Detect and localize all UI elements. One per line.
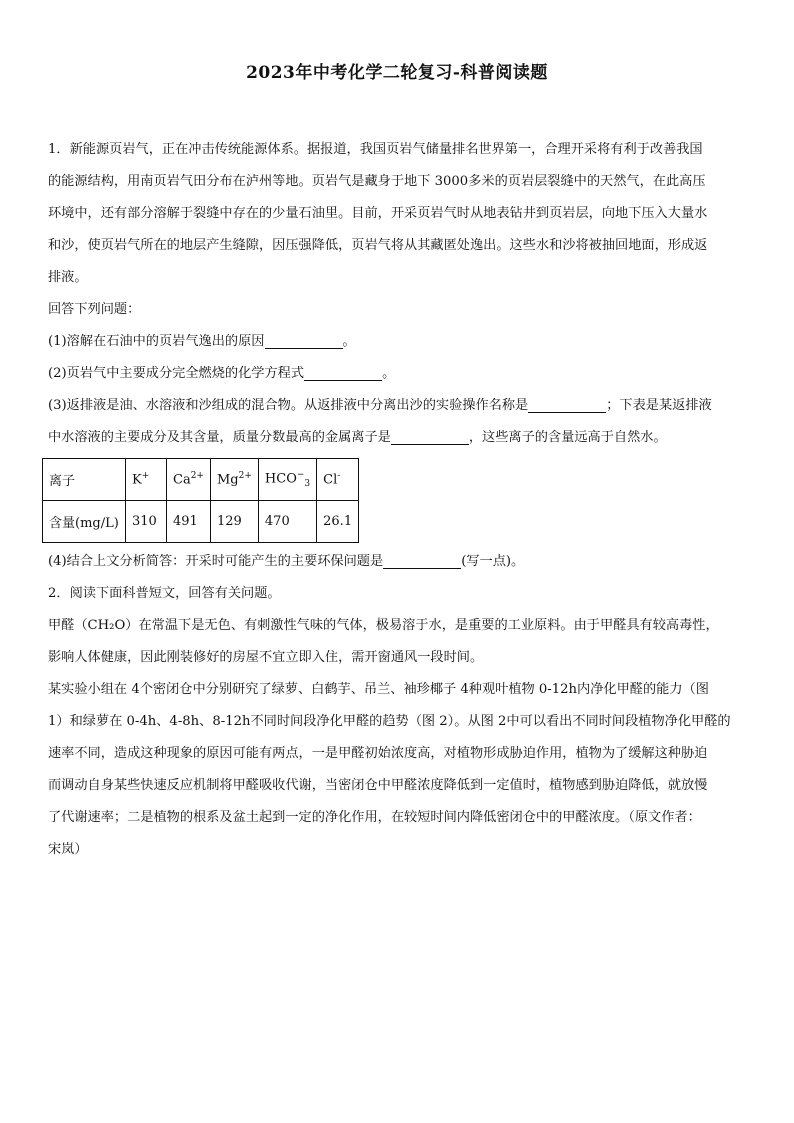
s3-text-d: ，这些离子的含量远高于自然水。	[468, 430, 667, 445]
q1-line-4: 和沙，使页岩气所在的地层产生缝隙，因压强降低，页岩气将从其藏匿处逸出。这些水和沙将被抽回地面，形成返	[48, 238, 708, 253]
s4-end: (写一点)。	[461, 554, 525, 569]
q2-p2-line-2: 1）和绿萝在 0-4h、4-8h、8-12h不同时间段净化甲醛的趋势（图 2）。从图 2中可以看出不同时间段植物净化甲醛的	[48, 714, 731, 729]
q2-p2-line-5: 了代谢速率；二是植物的根系及盆土起到一定的净化作用，在较短时间内降低密闭仓中的甲醛浓度。（原文作者：	[48, 810, 701, 825]
answer-blank-4[interactable]	[383, 550, 461, 569]
q2-p2-line-3: 速率不同，造成这种现象的原因可能有两点，一是甲醛初始浓度高，对植物形成胁迫作用，植物为了缓解这种胁迫	[48, 746, 708, 761]
value-k: 310	[126, 501, 167, 543]
q1-prompt: 回答下列问题：	[48, 302, 141, 317]
ion-cl: Cl-	[317, 459, 359, 501]
q1-line-2: 的能源结构，用南页岩气田分布在泸州等地。页岩气是藏身于地下 3000多米的页岩层裂缝中的天然气，在此高压	[48, 174, 706, 189]
table-header-content: 含量(mg/L)	[43, 501, 126, 543]
s3-text-a: (3)返排液是油、水溶液和沙组成的混合物。从返排液中分离出沙的实验操作名称是	[48, 398, 529, 413]
question-1	[48, 134, 748, 578]
answer-blank-3b[interactable]	[391, 426, 469, 445]
value-ca: 491	[167, 501, 211, 543]
answer-blank-2[interactable]	[304, 362, 382, 381]
s1-end: 。	[342, 334, 356, 349]
q1-line-5: 排液。	[48, 270, 88, 285]
table-header-ion: 离子	[43, 459, 126, 501]
q1-subquestion-4	[48, 546, 748, 578]
value-hco3: 470	[258, 501, 316, 543]
ion-mg: $Mg^{2+}$	[210, 459, 258, 501]
question-2	[48, 578, 748, 866]
s4-text: (4)结合上文分析简答：开采时可能产生的主要环保问题是	[48, 554, 384, 569]
q1-line-3: 环境中，还有部分溶解于裂缝中存在的少量石油里。目前，开采页岩气时从地表钻井到页岩层，向地下压入大量水	[48, 206, 708, 221]
q2-p1-line-1: 甲醛（CH₂O）在常温下是无色、有刺激性气味的气体，极易溶于水，是重要的工业原料。由于甲醛具有较高毒性，	[48, 618, 719, 633]
s3-text-b: ；下表是某返排液	[606, 398, 712, 413]
answer-blank-3a[interactable]	[528, 394, 606, 413]
q1-subquestion-3a	[48, 390, 748, 422]
s2-text: (2)页岩气中主要成分完全燃烧的化学方程式	[48, 366, 305, 381]
ion-hco3: $HCO^-_3$	[258, 459, 316, 501]
page-title: 2023年中考化学二轮复习-科普阅读题	[246, 63, 548, 83]
s1-text: (1)溶解在石油中的页岩气逸出的原因	[48, 334, 265, 349]
s3-text-c: 中水溶液的主要成分及其含量，质量分数最高的金属离子是	[48, 430, 391, 445]
q1-line-1: 1．新能源页岩气，正在冲击传统能源体系。据报道，我国页岩气储量排名世界第一，合理开采将有利于改善我国	[48, 142, 703, 157]
s2-end: 。	[382, 366, 396, 381]
ion-ca: $Ca^{2+}$	[167, 459, 211, 501]
q2-p2-line-6: 宋岚）	[48, 842, 88, 857]
value-cl: 26.1	[317, 501, 359, 543]
ion-content-table	[42, 458, 359, 543]
table-row	[43, 459, 359, 501]
q2-p2-line-1: 某实验小组在 4个密闭仓中分别研究了绿萝、白鹤芋、吊兰、袖珍椰子 4种观叶植物 0-12h内净化甲醛的能力（图	[48, 682, 709, 697]
document-body	[48, 134, 748, 866]
q2-heading: 2．阅读下面科普短文，回答有关问题。	[48, 586, 281, 601]
ion-k: K+	[126, 459, 167, 501]
q1-subquestion-2	[48, 358, 748, 390]
table-row	[43, 501, 359, 543]
q2-p1-line-2: 影响人体健康，因此刚装修好的房屋不宜立即入住，需开窗通风一段时间。	[48, 650, 484, 665]
answer-blank-1[interactable]	[265, 330, 343, 349]
q1-subquestion-1	[48, 326, 748, 358]
q2-p2-line-4: 而调动自身某些快速反应机制将甲醛吸收代谢，当密闭仓中甲醛浓度降低到一定值时，植物感到胁迫降低，就放慢	[48, 778, 708, 793]
value-mg: 129	[210, 501, 258, 543]
q1-subquestion-3b	[48, 422, 748, 454]
